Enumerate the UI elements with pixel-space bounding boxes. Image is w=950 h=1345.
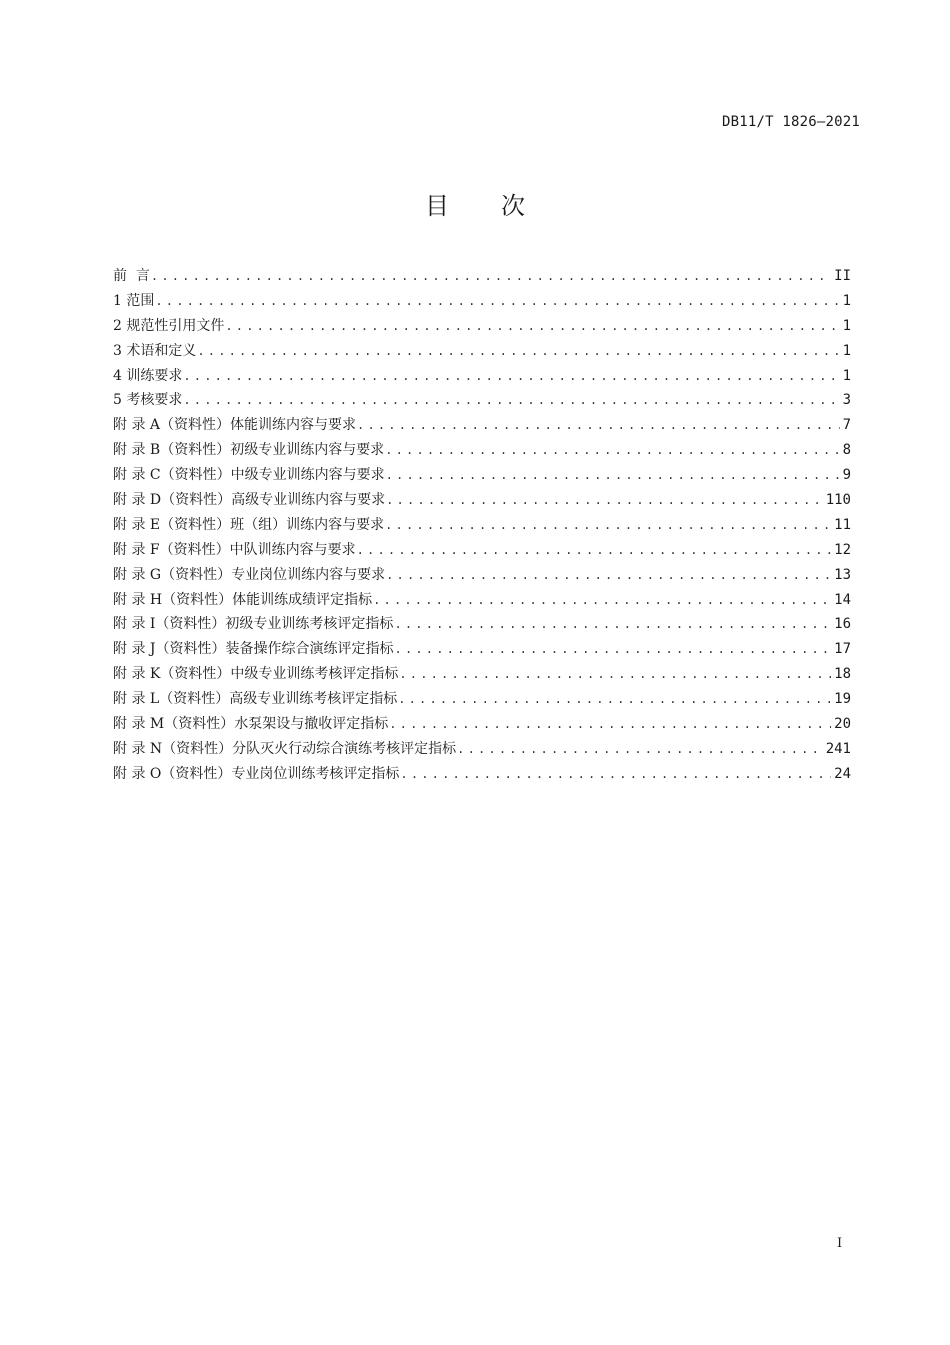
toc-entry-page: 1 [842, 367, 851, 384]
toc-entry-appendix-m[interactable] [113, 713, 851, 738]
toc-entry-terms-definitions[interactable] [113, 340, 851, 365]
toc-entry-label: 4 训练要求 [113, 367, 183, 384]
dot-leader [398, 692, 831, 706]
toc-entry-label: 3 术语和定义 [113, 342, 197, 359]
toc-entry-foreword[interactable] [113, 265, 851, 290]
toc-entry-page: 110 [825, 492, 851, 509]
table-of-contents [113, 265, 851, 788]
toc-entry-page: 1 [842, 317, 851, 334]
toc-entry-label: 1 范围 [113, 292, 155, 309]
toc-entry-label: 附 录 J（资料性）装备操作综合演练评定指标 [113, 641, 394, 658]
dot-leader [183, 393, 839, 407]
toc-entry-label: 附 录 N（资料性）分队灭火行动综合演练考核评定指标 [113, 740, 457, 757]
toc-entry-label: 附 录 K（资料性）中级专业训练考核评定指标 [113, 666, 399, 683]
toc-entry-label: 附 录 H（资料性）体能训练成绩评定指标 [113, 591, 373, 608]
toc-entry-label: 附 录 D（资料性）高级专业训练内容与要求 [113, 492, 386, 509]
dot-leader [399, 667, 831, 681]
dot-leader [373, 593, 831, 607]
dot-leader [357, 418, 840, 432]
dot-leader [197, 344, 839, 358]
toc-entry-page: 9 [842, 467, 851, 484]
toc-entry-page: 24 [834, 765, 851, 782]
toc-entry-page: 11 [834, 516, 851, 533]
toc-entry-page: 241 [825, 740, 851, 757]
document-code: DB11/T 1826—2021 [721, 114, 860, 130]
toc-entry-appendix-j[interactable] [113, 638, 851, 663]
toc-entry-page: 19 [834, 691, 851, 708]
dot-leader [183, 369, 839, 383]
toc-entry-page: 14 [834, 591, 851, 608]
toc-entry-appendix-g[interactable] [113, 564, 851, 589]
toc-entry-normative-references[interactable] [113, 315, 851, 340]
dot-leader [389, 717, 831, 731]
toc-entry-label: 前 言 [113, 268, 150, 284]
toc-entry-appendix-k[interactable] [113, 663, 851, 688]
toc-entry-label: 附 录 O（资料性）专业岗位训练考核评定指标 [113, 765, 400, 782]
toc-entry-appendix-i[interactable] [113, 613, 851, 638]
toc-entry-page: 1 [842, 292, 851, 309]
dot-leader [394, 617, 831, 631]
page-number: I [837, 1236, 843, 1251]
toc-entry-page: II [834, 268, 851, 284]
dot-leader [386, 568, 831, 582]
toc-entry-page: 20 [834, 716, 851, 733]
toc-entry-page: 3 [842, 392, 851, 409]
dot-leader [385, 518, 831, 532]
dot-leader [151, 269, 831, 283]
toc-entry-appendix-f[interactable] [113, 539, 851, 564]
toc-entry-label: 附 录 F（资料性）中队训练内容与要求 [113, 541, 356, 558]
toc-entry-page: 16 [834, 616, 851, 633]
dot-leader [357, 543, 832, 557]
toc-entry-appendix-l[interactable] [113, 688, 851, 713]
toc-entry-appendix-h[interactable] [113, 589, 851, 614]
toc-entry-page: 17 [834, 641, 851, 658]
toc-entry-assessment-requirements[interactable] [113, 389, 851, 414]
dot-leader [386, 468, 840, 482]
toc-entry-page: 13 [834, 566, 851, 583]
toc-entry-page: 1 [842, 342, 851, 359]
toc-entry-label: 附 录 G（资料性）专业岗位训练内容与要求 [113, 566, 386, 583]
dot-leader [385, 443, 839, 457]
toc-entry-label: 附 录 L（资料性）高级专业训练考核评定指标 [113, 691, 398, 708]
dot-leader [386, 493, 823, 507]
toc-entry-appendix-d[interactable] [113, 489, 851, 514]
toc-entry-label: 附 录 E（资料性）班（组）训练内容与要求 [113, 516, 385, 533]
toc-entry-label: 附 录 A（资料性）体能训练内容与要求 [113, 417, 357, 434]
dot-leader [457, 742, 823, 756]
toc-title: 目次 [425, 192, 577, 220]
toc-entry-label: 附 录 I（资料性）初级专业训练考核评定指标 [113, 616, 394, 633]
toc-entry-appendix-c[interactable] [113, 464, 851, 489]
dot-leader [395, 642, 832, 656]
toc-entry-appendix-a[interactable] [113, 414, 851, 439]
toc-entry-page: 18 [834, 666, 851, 683]
toc-entry-label: 附 录 C（资料性）中级专业训练内容与要求 [113, 467, 385, 484]
dot-leader [225, 319, 839, 333]
toc-entry-training-requirements[interactable] [113, 365, 851, 390]
toc-entry-label: 附 录 B（资料性）初级专业训练内容与要求 [113, 442, 385, 459]
toc-entry-scope[interactable] [113, 290, 851, 315]
toc-entry-page: 8 [842, 442, 851, 459]
toc-entry-label: 5 考核要求 [113, 392, 183, 409]
toc-entry-page: 7 [842, 417, 851, 434]
dot-leader [155, 294, 839, 308]
toc-entry-appendix-o[interactable] [113, 763, 851, 788]
toc-entry-appendix-b[interactable] [113, 439, 851, 464]
dot-leader [400, 767, 831, 781]
toc-entry-label: 附 录 M（资料性）水泵架设与撤收评定指标 [113, 716, 389, 733]
toc-entry-appendix-e[interactable] [113, 514, 851, 539]
toc-entry-page: 12 [834, 541, 851, 558]
toc-entry-label: 2 规范性引用文件 [113, 317, 225, 334]
toc-entry-appendix-n[interactable] [113, 738, 851, 763]
